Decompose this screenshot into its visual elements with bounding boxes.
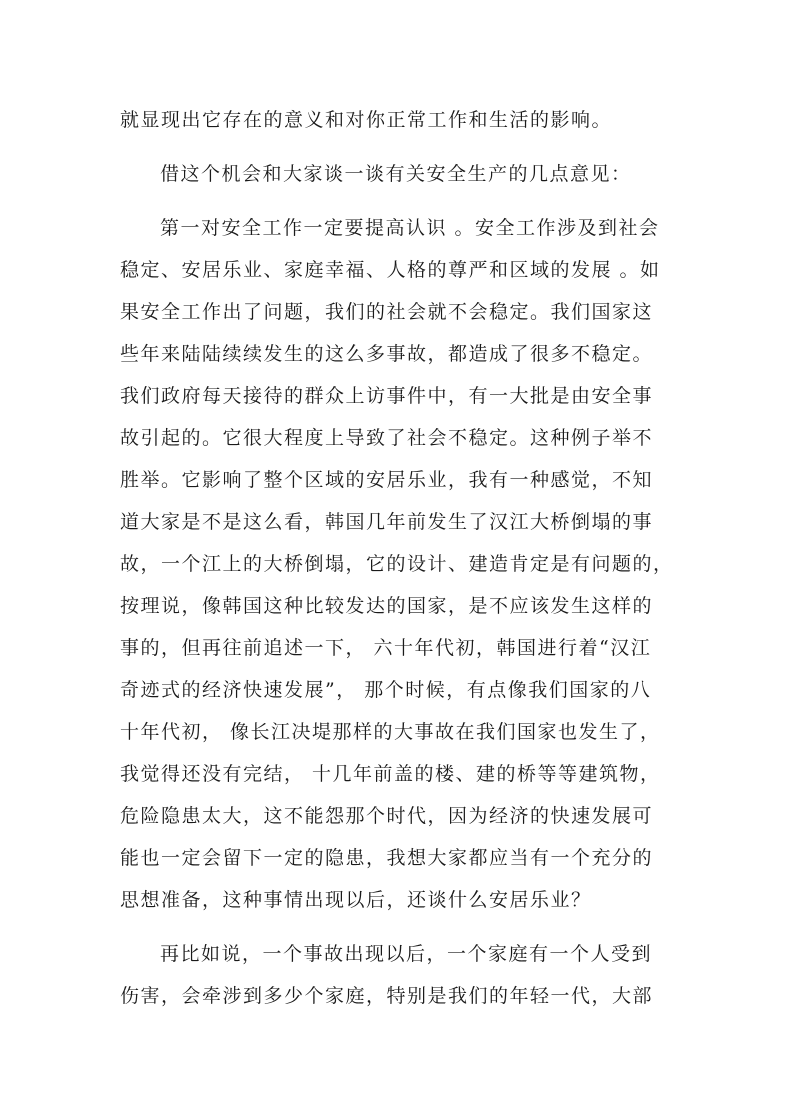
text-line: 稳定、安居乐业、家庭幸福、人格的尊严和区域的发展 。如 <box>120 259 661 281</box>
text-line: 危险隐患太大，这不能怨那个时代，因为经济的快速发展可 <box>120 805 654 827</box>
text-line: 能也一定会留下一定的隐患，我想大家都应当有一个充分的 <box>120 847 654 869</box>
text-line: 故，一个江上的大桥倒塌，它的设计、建造肯定是有问题的， <box>120 553 674 575</box>
text-line: 思想准备，这种事情出现以后，还谈什么安居乐业？ <box>120 889 592 911</box>
text-line: 按理说，像韩国这种比较发达的国家，是不应该发生这样的 <box>120 595 654 617</box>
text-line: 奇迹式的经济快速发展”， 那个时候，有点像我们国家的八 <box>120 679 652 701</box>
text-line: 胜举。它影响了整个区域的安居乐业，我有一种感觉，不知 <box>120 469 654 491</box>
text-line: 果安全工作出了问题，我们的社会就不会稳定。我们国家这 <box>120 301 654 323</box>
text-line: 事的，但再往前追述一下， 六十年代初，韩国进行着“汉江 <box>120 637 652 659</box>
text-line: 伤害，会牵涉到多少个家庭，特别是我们的年轻一代，大部 <box>120 985 654 1007</box>
text-line: 再比如说，一个事故出现以后，一个家庭有一个人受到 <box>160 943 653 965</box>
text-line: 借这个机会和大家谈一谈有关安全生产的几点意见： <box>160 163 632 185</box>
text-line: 故引起的。它很大程度上导致了社会不稳定。这种例子举不 <box>120 427 654 449</box>
text-line: 我们政府每天接待的群众上访事件中，有一大批是由安全事 <box>120 385 654 407</box>
text-line: 道大家是不是这么看，韩国几年前发生了汉江大桥倒塌的事 <box>120 511 654 533</box>
text-line: 些年来陆陆续续发生的这么多事故，都造成了很多不稳定。 <box>120 343 654 365</box>
text-line: 就显现出它存在的意义和对你正常工作和生活的影响。 <box>120 109 613 131</box>
text-line: 十年代初， 像长江决堤那样的大事故在我们国家也发生了， <box>120 721 661 743</box>
text-line: 我觉得还没有完结， 十几年前盖的楼、建的桥等等建筑物， <box>120 763 661 785</box>
text-line: 第一对安全工作一定要提高认识 。安全工作涉及到社会 <box>160 217 660 239</box>
